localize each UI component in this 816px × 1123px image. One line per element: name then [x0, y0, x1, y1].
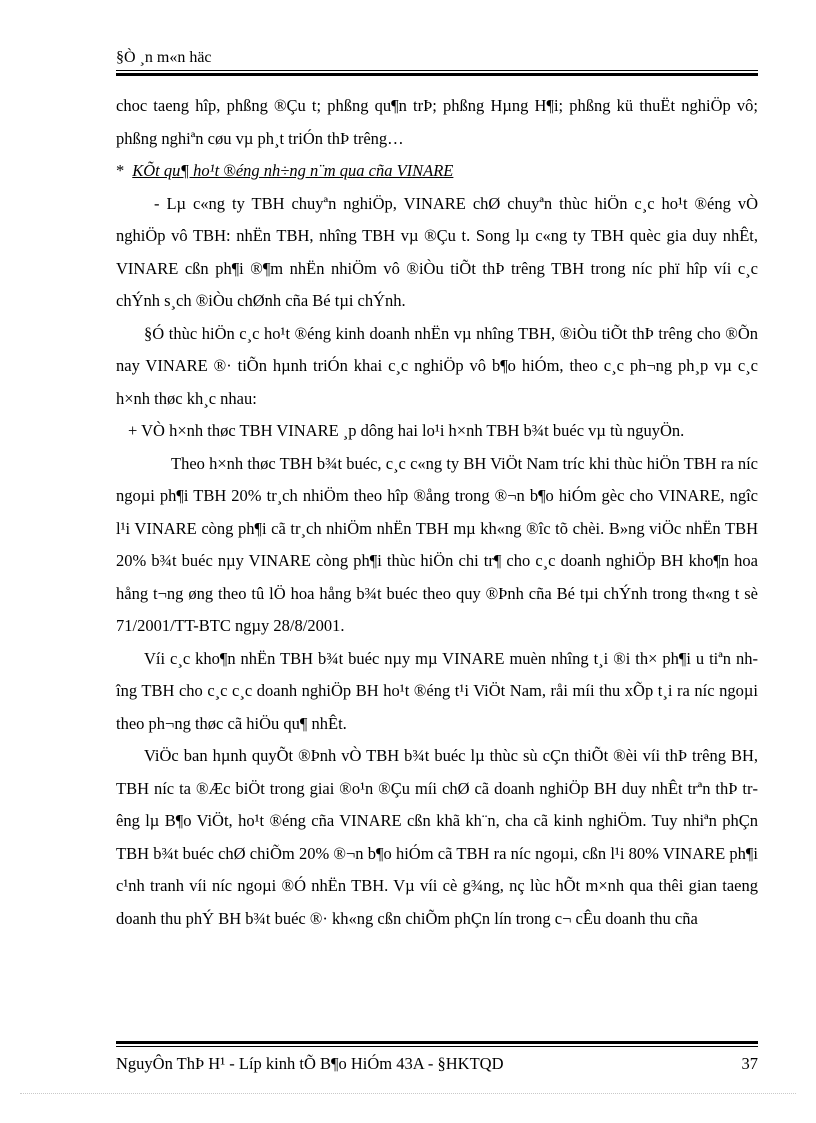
footer-rule-thin [116, 1046, 758, 1047]
section-subheading [116, 155, 758, 188]
subheading-bullet: * [116, 161, 125, 180]
page-footer [116, 1054, 758, 1074]
header-rule-thick [116, 73, 758, 76]
page-number: 37 [741, 1054, 758, 1073]
running-header: §Ò ¸n m«n häc [116, 49, 212, 66]
paragraph: §Ó thùc hiÖn c¸c ho¹t ®éng kinh doanh nhËn vµ nhîng TBH, ®iÒu tiÕt thÞ trêng cho ®Õn nay VINARE ®· tiÕn hµnh triÓn khai c¸c nghiÖp vô b¶o hiÓm, theo c¸c ph¬ng ph¸p vµ c¸c h×nh thøc kh¸c nhau: [116, 323, 758, 408]
paragraph: choc taeng hîp, phßng ®Çu t; phßng qu¶n trÞ; phßng Hµng H¶i; phßng kü thuËt nghiÖp vô; phßng nghiªn cøu vµ ph¸t triÓn thÞ trêng… [116, 96, 758, 148]
paragraph: + VÒ h×nh thøc TBH VINARE ¸p dông hai lo¹i h×nh TBH b¾t buéc vµ tù nguyÖn. [128, 421, 685, 440]
footer-rule-thick [116, 1041, 758, 1044]
paragraph: Theo h×nh thøc TBH b¾t buéc, c¸c c«ng ty BH ViÖt Nam tríc khi thùc hiÖn TBH ra níc ngoµi ph¶i TBH 20% tr¸ch nhiÖm theo hîp ®ång trong ®¬n b¶o hiÓm gèc cho VINARE, ngîc l¹i VINARE còng ph¶i cã tr¸ch nhiÖm nhËn TBH mµ kh«ng ®îc tõ chèi. B»ng viÖc nhËn TBH 20% b¾t buéc nµy VINARE còng ph¶i thùc hiÖn chi tr¶ cho c¸c doanh nghiÖp BH kho¶n hoa hång t¬ng øng theo tû lÖ hoa hång b¾t buéc theo quy ®Þnh cña Bé tµi chÝnh trong th«ng t sè 71/2001/TT-BTC ngµy 28/8/2001. [116, 453, 758, 635]
header-rule-thin [116, 70, 758, 71]
paragraph: - Lµ c«ng ty TBH chuyªn nghiÖp, VINARE chØ chuyªn thùc hiÖn c¸c ho¹t ®éng vÒ nghiÖp vô TBH: nhËn TBH, nhîng TBH vµ ®Çu t. Song lµ c«ng ty TBH quèc gia duy nhÊt, VINARE cßn ph¶i ®¶m nhËn nhiÖm vô ®iÒu tiÕt thÞ trêng TBH trong níc phï hîp víi c¸c chÝnh s¸ch ®iÒu chØnh cña Bé tµi chÝnh. [116, 193, 758, 310]
paragraph: Víi c¸c kho¶n nhËn TBH b¾t buéc nµy mµ VINARE muèn nhîng t¸i ®i th× ph¶i u tiªn nhîng TBH cho c¸c c¸c doanh nghiÖp BH ho¹t ®éng t¹i ViÖt Nam, råi míi thu xÕp t¸i ra níc ngoµi theo ph¬ng thøc cã hiÖu qu¶ nhÊt. [116, 648, 758, 733]
subheading-text: KÕt qu¶ ho¹t ®éng nh÷ng n¨m qua cña VINARE [132, 161, 454, 180]
paragraph: ViÖc ban hµnh quyÕt ®Þnh vÒ TBH b¾t buéc lµ thùc sù cÇn thiÕt ®èi víi thÞ trêng BH, TBH níc ta ®Æc biÖt trong giai ®o¹n ®Çu míi chØ cã doanh nghiÖp BH duy nhÊt trªn thÞ trêng lµ B¶o ViÖt, ho¹t ®éng cña VINARE cßn khã kh¨n, cha cã kinh nghiÖm. Tuy nhiªn phÇn TBH b¾t buéc chØ chiÕm 20% ®¬n b¶o hiÓm cã TBH ra níc ngoµi, cßn l¹i 80% VINARE ph¶i c¹nh tranh víi níc ngoµi ®Ó nhËn TBH. Vµ víi cè g¾ng, nç lùc hÕt m×nh qua thêi gian taeng doanh thu phÝ BH b¾t buéc ®· kh«ng cßn chiÕm phÇn lín trong c¬ cÊu doanh thu cña [116, 746, 758, 928]
footer-author: NguyÔn ThÞ H¹ - Líp kinh tÕ B¶o HiÓm 43A - §HKTQD [116, 1054, 504, 1073]
page-bottom-border [20, 1093, 796, 1094]
body-text [116, 90, 758, 935]
